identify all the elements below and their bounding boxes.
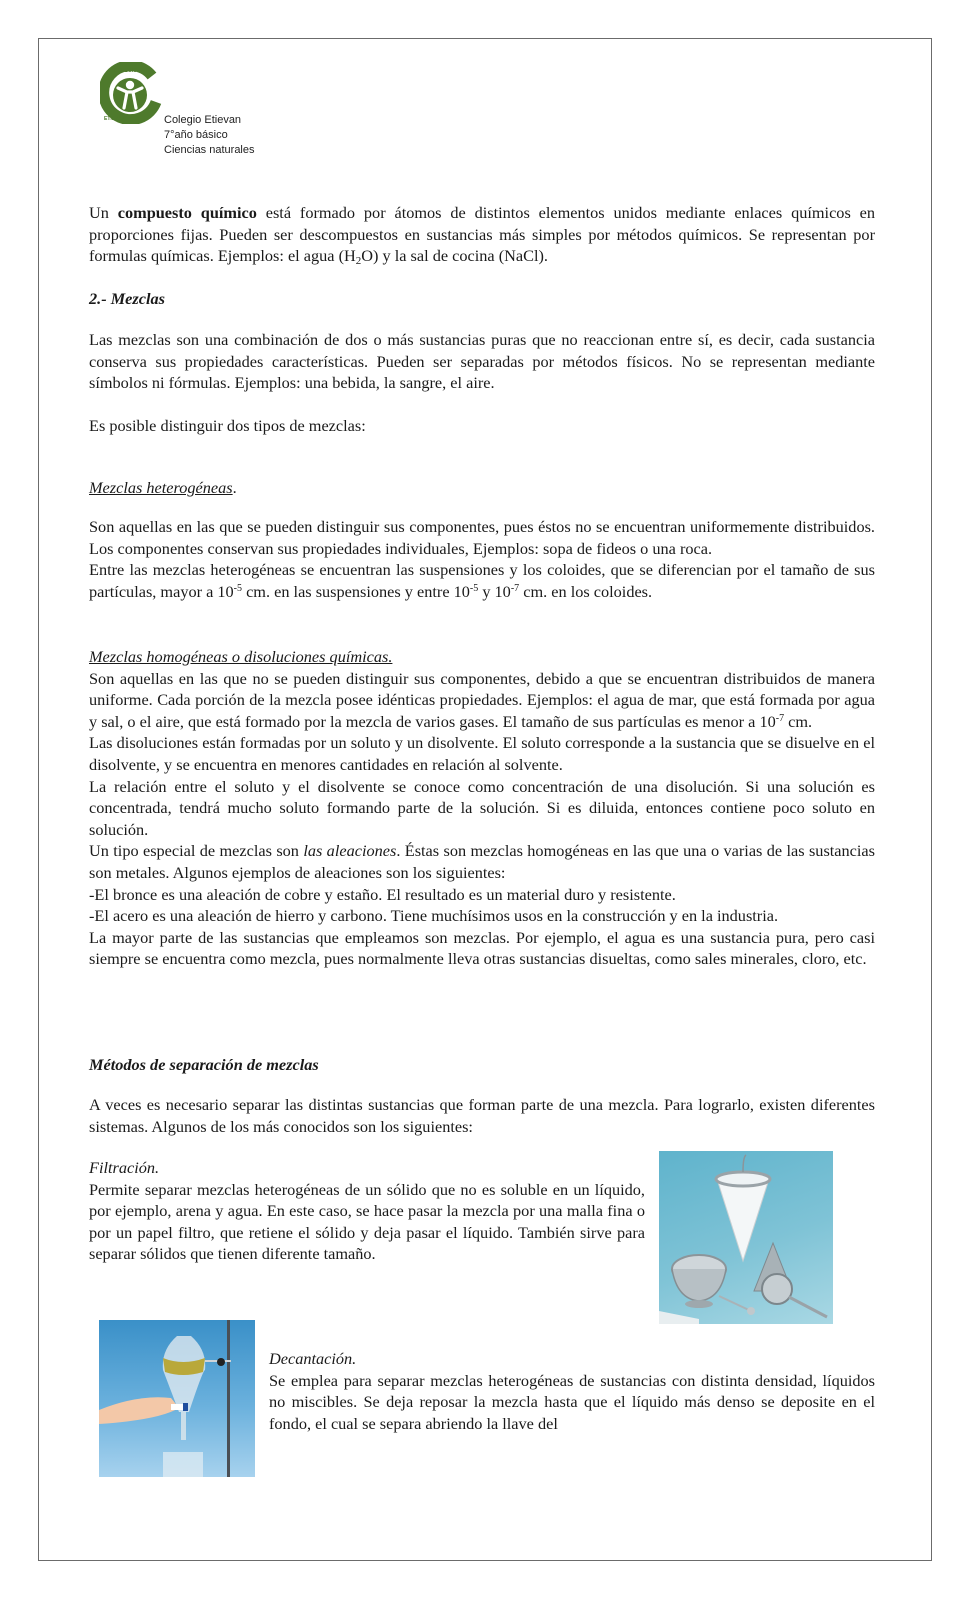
grade-label: 7°año básico xyxy=(164,129,228,141)
heterogeneas-heading: Mezclas heterogéneas. xyxy=(89,478,237,497)
heterogeneas-body: Son aquellas en las que se pueden distinguir sus componentes, pues éstos no se encuentran uniformemente distribuidos. Los componentes conservan sus propiedades individuales, Ejemplos: sopa de fideos o una roca. Entre las mezclas heterogéneas se encuentran las suspensiones y los coloides, que se diferencian por el tamaño de sus partículas, mayor a $10^{-5}$ cm. en las suspensiones y entre $10^{-5}$ y $10^{-7}$ cm. en los coloides. xyxy=(89,517,875,601)
decantacion-text: Se emplea para separar mezclas heterogéneas de sustancias con distinta densidad, líquidos no miscibles. Se deja reposar la mezcla hasta que el líquido más denso se deposite en el fondo, el cual se separa abriendo la llave del xyxy=(269,1370,875,1433)
metodos-heading: Métodos de separación de mezclas xyxy=(89,1055,319,1074)
decantacion-section xyxy=(269,1348,875,1434)
colegio-etievan-logo-icon xyxy=(100,62,162,124)
mezclas-intro: Las mezclas son una combinación de dos o más sustancias puras que no reaccionan entre sí, es decir, cada sustancia conserva sus propiedades características. Pueden ser separadas por métodos físicos. No se representan mediante símbolos ni fórmulas. Ejemplos: una bebida, la sangre, el aire. xyxy=(89,330,875,393)
filtracion-text: Permite separar mezclas heterogéneas de un sólido que no es soluble en un líquido, por ejemplo, arena y agua. En este caso, se hace pasar la mezcla por una malla fina o por un papel filtro, que retiene el sólido y deja pasar el líquido. También sirve para separar sólidos que tienen diferente tamaño. xyxy=(89,1179,645,1264)
compuesto-paragraph: Un compuesto químico está formado por átomos de distintos elementos unidos mediante enlaces químicos en proporciones fijas. Pueden ser descompuestos en sustancias más simples por métodos químicos. Se representan por formulas químicas. Ejemplos: el agua $(H_2O)$ y la sal de cocina (NaCl). xyxy=(89,203,875,268)
filtracion-heading: Filtración. xyxy=(89,1158,160,1177)
homogeneas-section: Mezclas homogéneas o disoluciones químicas. Son aquellas en las que no se pueden distinguir sus componentes, debido a que se encuentran distribuidos de manera uniforme. Cada porción de la mezcla posee idénticas propiedades. Ejemplos: el agua de mar, que está formada por agua y sal, o el aire, que está formado por la mezcla de varios gases. El tamaño de sus partículas es menor a $10^{-7}$ cm. Las disoluciones están formadas por un soluto y un disolvente. El soluto corresponde a la sustancia que se disuelve en el disolvente, y se encuentra en menores cantidades en relación al solvente. La relación entre el soluto y el disolvente se conoce como concentración de una disolución. Si una solución es concentrada, tendrá mucho soluto formando parte de la solución. Si es diluida, entonces contiene poco soluto en solución. Un tipo especial de mezclas son las aleaciones. Éstas son mezclas homogéneas en las que una o varias de las sustancias son metales. Algunos ejemplos de aleaciones son los siguientes: -El bronce es una aleación de cobre y estaño. El resultado es un material duro y resistente. -El acero es una aleación de hierro y carbono. Tiene muchísimos usos en la construcción y en la industria. La mayor parte de las sustancias que empleamos son mezclas. Por ejemplo, el agua es una sustancia pura, pero casi siempre se encuentra como mezcla, pues normalmente lleva otras sustancias disueltas, como sales minerales, cloro, etc. xyxy=(89,647,875,969)
filtration-equipment-photo xyxy=(659,1151,833,1324)
metodos-intro: A veces es necesario separar las distintas sustancias que forman parte de una mezcla. Para lograrlo, existen diferentes sistemas. Algunos de los más conocidos son los siguientes: xyxy=(89,1095,875,1136)
decantacion-heading: Decantación. xyxy=(269,1349,357,1368)
svg-text:COLEGIO: COLEGIO xyxy=(114,68,138,74)
school-info xyxy=(164,113,255,158)
compuesto-term: compuesto químico xyxy=(117,203,257,222)
separatory-funnel-photo xyxy=(99,1320,255,1477)
subject-label: Ciencias naturales xyxy=(164,144,255,156)
filtracion-section xyxy=(89,1157,645,1265)
mezclas-types-intro: Es posible distinguir dos tipos de mezclas: xyxy=(89,416,366,435)
homogeneas-heading: Mezclas homogéneas o disoluciones químicas. xyxy=(89,647,393,666)
school-name: Colegio Etievan xyxy=(164,114,242,126)
mezclas-heading: 2.- Mezclas xyxy=(89,289,165,308)
svg-text:ETIEVAN: ETIEVAN xyxy=(104,116,126,122)
